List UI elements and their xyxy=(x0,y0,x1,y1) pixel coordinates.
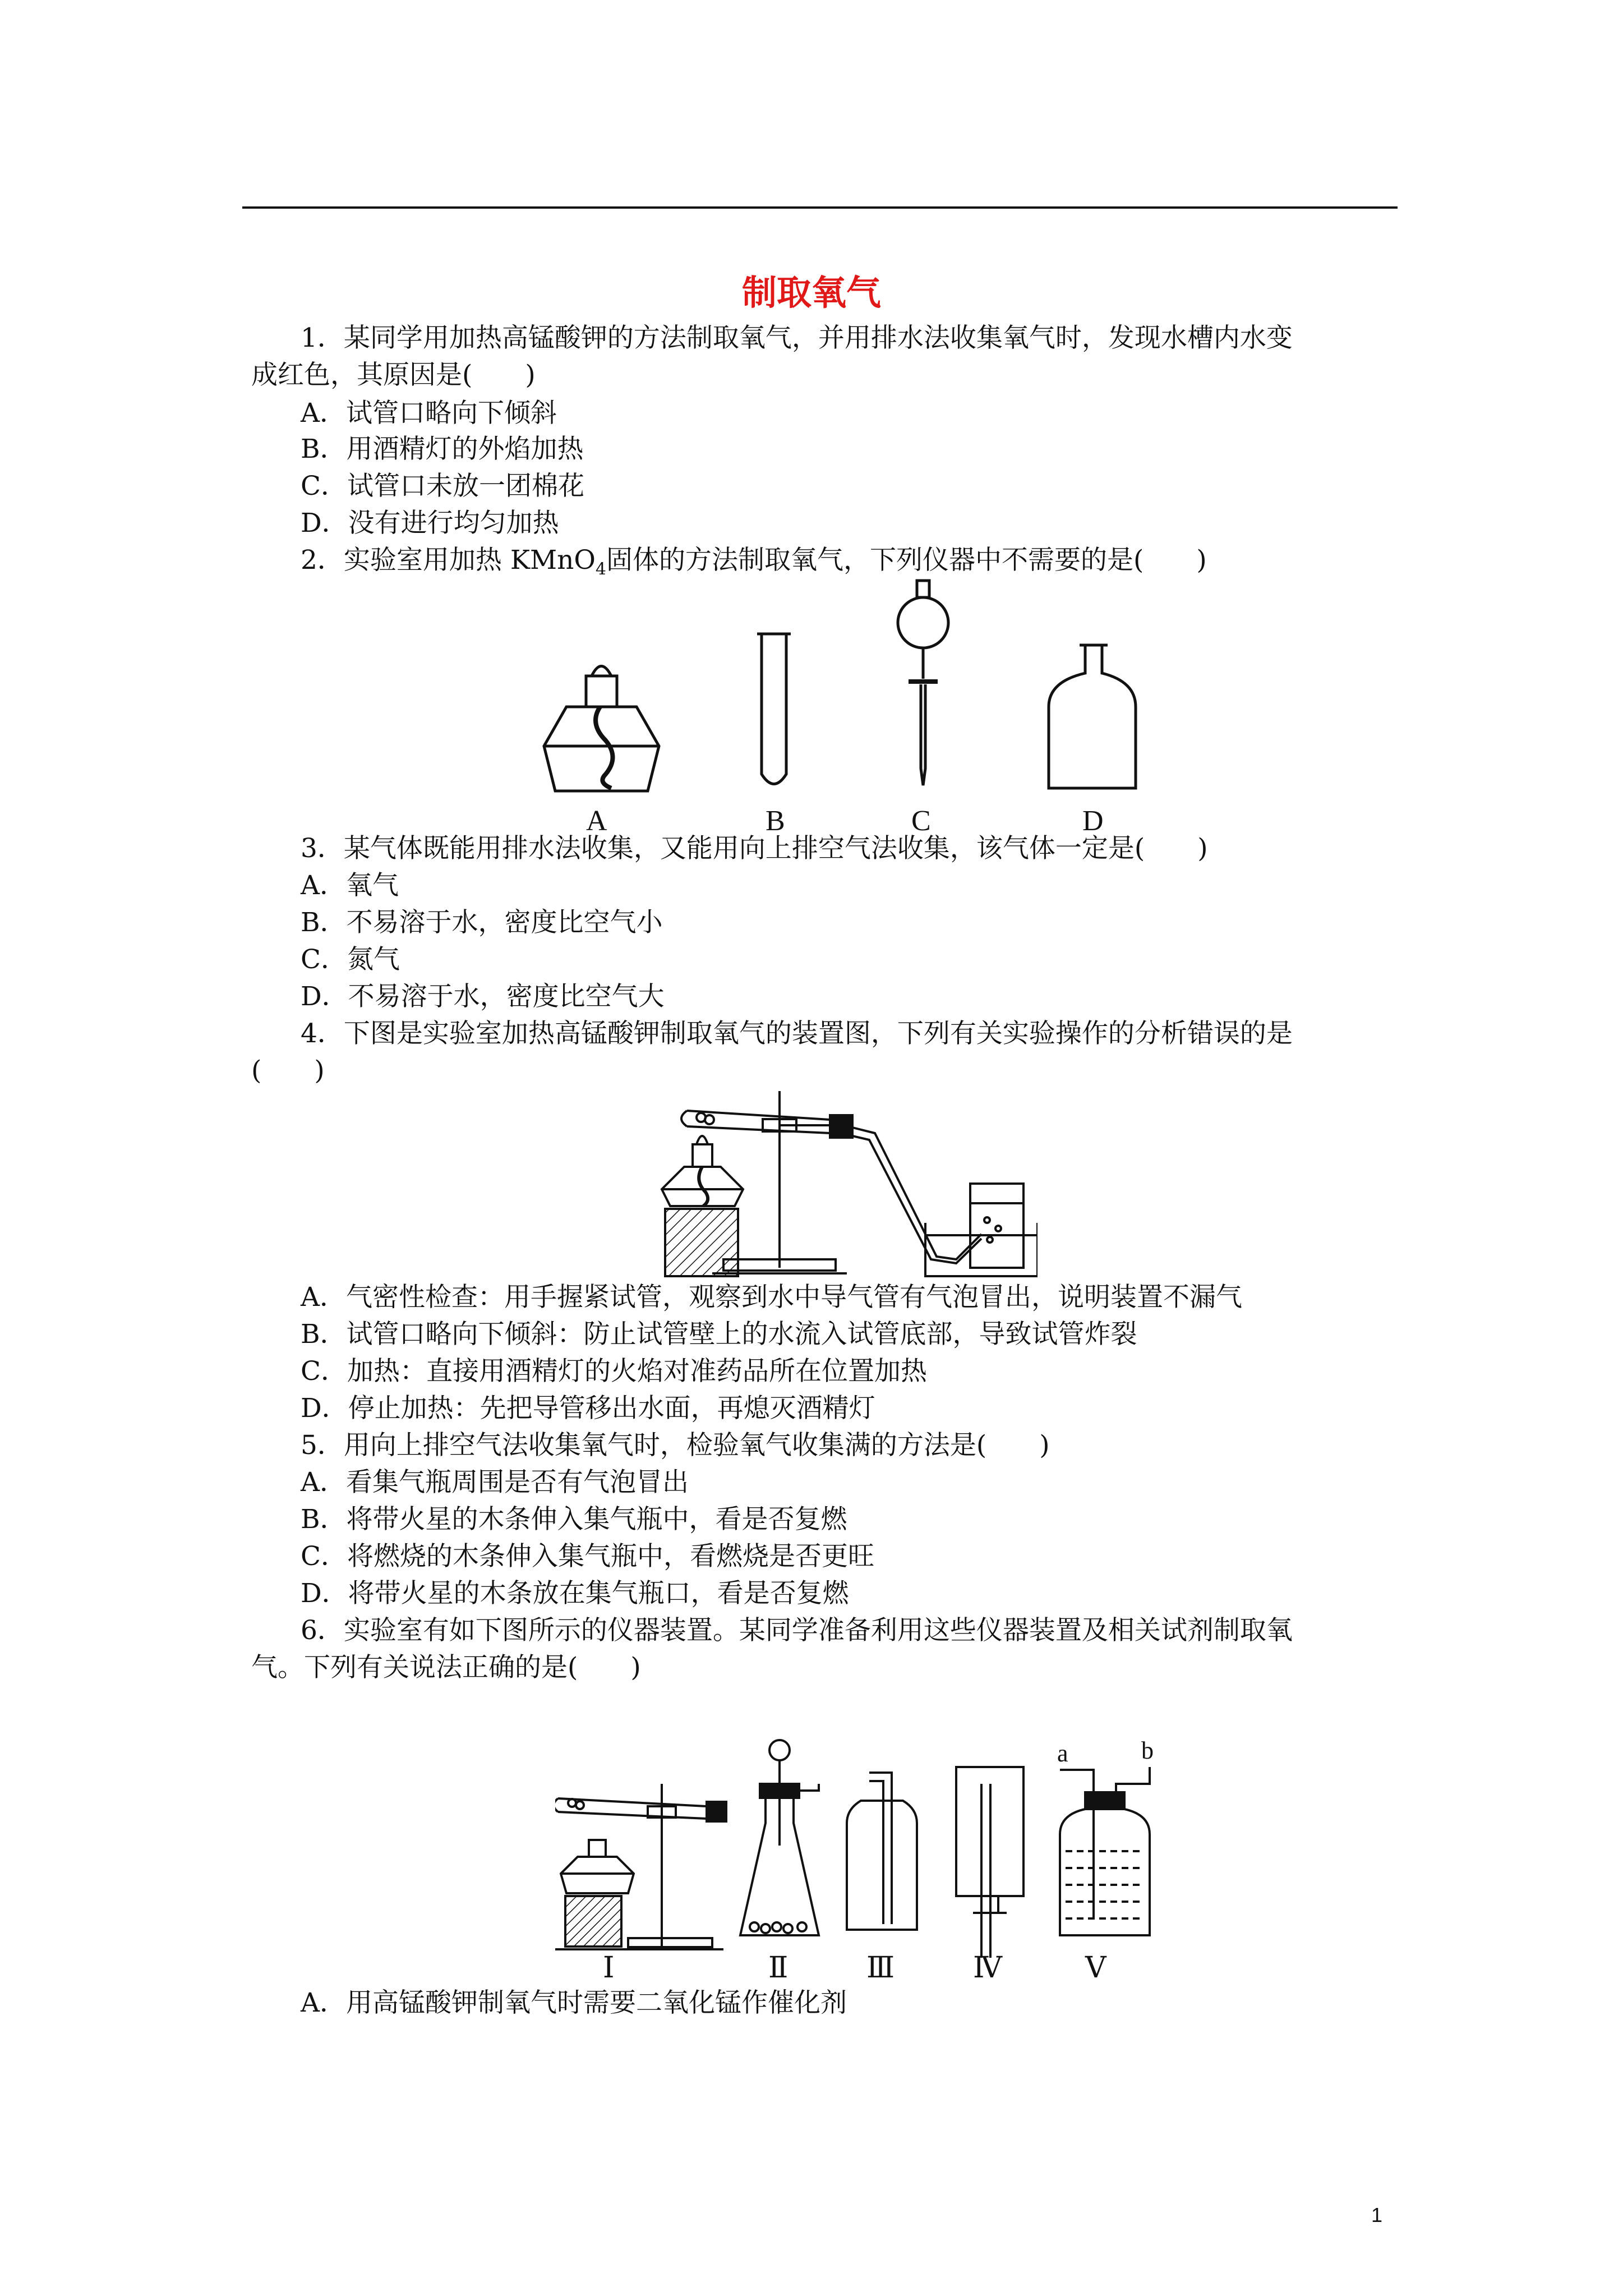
q4-stem-line1: 4．下图是实验室加热高锰酸钾制取氧气的装置图，下列有关实验操作的分析错误的是 xyxy=(301,1018,1293,1049)
q1-stem-line2: 成红色，其原因是( ) xyxy=(251,360,536,390)
q6-port-a: a xyxy=(1057,1740,1068,1767)
q3-stem: 3．某气体既能用排水法收集，又能用向上排空气法收集，该气体一定是( ) xyxy=(301,833,1208,864)
q2-label-d: D xyxy=(1082,805,1104,836)
q4-option-a: A．气密性检查：用手握紧试管，观察到水中导气管有气泡冒出，说明装置不漏气 xyxy=(301,1282,1242,1313)
wash-bottle-icon xyxy=(1057,1737,1154,1935)
q6-port-b: b xyxy=(1141,1737,1154,1764)
q3-option-d: D．不易溶于水，密度比空气大 xyxy=(301,981,665,1012)
page-number: 1 xyxy=(1371,2203,1383,2226)
header-rule xyxy=(242,206,1398,209)
q1-option-d: D．没有进行均匀加热 xyxy=(301,508,559,539)
q1-stem-line1: 1．某同学用加热高锰酸钾的方法制取氧气，并用排水法收集氧气时，发现水槽内水变 xyxy=(301,323,1293,353)
q6-label-4: Ⅳ xyxy=(973,1952,1002,1980)
q4-option-b: B．试管口略向下倾斜：防止试管壁上的水流入试管底部，导致试管炸裂 xyxy=(301,1319,1137,1350)
q5-stem: 5．用向上排空气法收集氧气时，检验氧气收集满的方法是( ) xyxy=(301,1430,1050,1461)
q6-stem-line2: 气。下列有关说法正确的是( ) xyxy=(251,1652,641,1683)
q2-apparatus-figure xyxy=(522,578,1166,836)
q4-apparatus-figure xyxy=(645,1088,1038,1279)
q4-option-c: C．加热：直接用酒精灯的火焰对准药品所在位置加热 xyxy=(301,1356,927,1387)
separatory-funnel-icon xyxy=(898,581,948,785)
inverted-bottle-icon xyxy=(956,1767,1023,1958)
q2-stem-post: 固体的方法制取氧气，下列仪器中不需要的是( ) xyxy=(606,545,1207,576)
q6-option-a: A．用高锰酸钾制氧气时需要二氧化锰作催化剂 xyxy=(301,1987,847,2018)
q6-label-2: Ⅱ xyxy=(768,1952,789,1980)
q6-stem-line1: 6．实验室有如下图所示的仪器装置。某同学准备利用这些仪器装置及相关试剂制取氧 xyxy=(301,1615,1293,1646)
page-title: 制取氧气 xyxy=(741,272,881,313)
q1-option-a: A．试管口略向下倾斜 xyxy=(301,398,557,429)
q4-option-d: D．停止加热：先把导管移出水面，再熄灭酒精灯 xyxy=(301,1393,875,1424)
q3-option-a: A．氧气 xyxy=(301,870,399,901)
q1-option-c: C．试管口未放一团棉花 xyxy=(301,471,584,501)
q5-option-a: A．看集气瓶周围是否有气泡冒出 xyxy=(301,1467,689,1498)
gas-bottle-icon xyxy=(847,1773,917,1930)
test-tube-icon xyxy=(757,634,791,784)
q5-option-b: B．将带火星的木条伸入集气瓶中，看是否复燃 xyxy=(301,1504,847,1535)
q1-option-b: B．用酒精灯的外焰加热 xyxy=(301,434,584,464)
alcohol-lamp-icon xyxy=(544,666,659,792)
q6-label-3: Ⅲ xyxy=(866,1952,895,1980)
q2-label-a: A xyxy=(586,805,607,836)
q3-option-b: B．不易溶于水，密度比空气小 xyxy=(301,907,663,938)
q2-label-c: C xyxy=(911,805,931,836)
q5-option-d: D．将带火星的木条放在集气瓶口，看是否复燃 xyxy=(301,1578,849,1609)
q4-stem-line2: ( ) xyxy=(251,1055,325,1086)
q6-apparatus-figure xyxy=(555,1688,1183,1980)
flask-with-funnel-icon xyxy=(740,1740,819,1935)
reagent-bottle-icon xyxy=(1049,645,1136,788)
q6-label-1: Ⅰ xyxy=(603,1952,615,1980)
q2-label-b: B xyxy=(766,805,785,836)
q3-option-c: C．氮气 xyxy=(301,944,400,975)
heating-apparatus-icon xyxy=(555,1784,726,1949)
q6-label-5: Ⅴ xyxy=(1085,1952,1106,1980)
q2-stem-sub: 4 xyxy=(595,559,606,579)
q5-option-c: C．将燃烧的木条伸入集气瓶中，看燃烧是否更旺 xyxy=(301,1541,874,1572)
q2-stem-pre: 2．实验室用加热 KMnO xyxy=(301,545,596,576)
